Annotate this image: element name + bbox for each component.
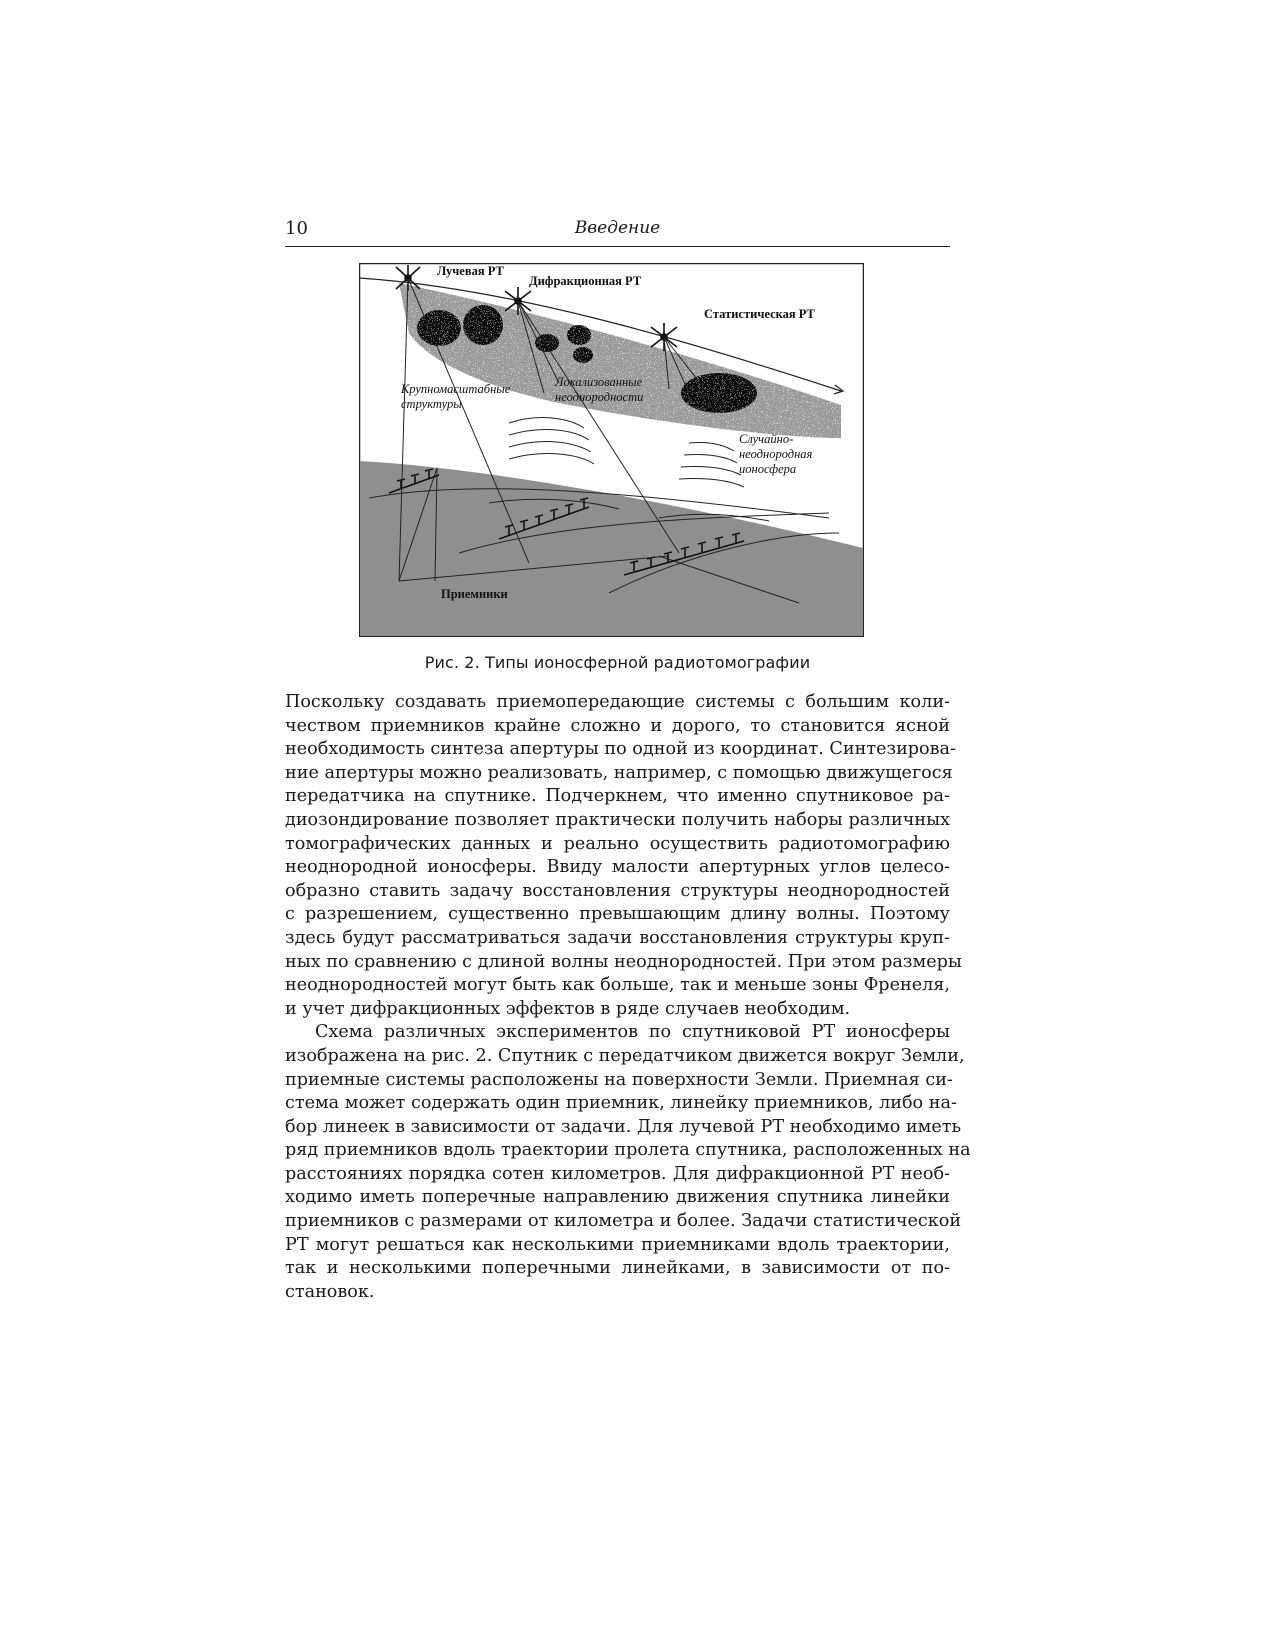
text-line: и учет дифракционных эффектов в ряде случаев необходим. [285, 998, 851, 1019]
label-receivers: Приемники [441, 587, 508, 601]
text-line: ных по сравнению с длиной волны неоднородностей. При этом размеры [285, 951, 962, 972]
paragraph-1 [285, 691, 962, 1021]
text-line: РТ могут решаться как несколькими приемниками вдоль траектории, [285, 1234, 950, 1255]
text-line: приемников с размерами от километра и более. Задачи статистической [285, 1211, 962, 1232]
text-line: передатчика на спутнике. Подчеркнем, что именно спутниковое ра- [285, 786, 950, 807]
text-line: так и несколькими поперечными линейками, в зависимости от по- [285, 1258, 950, 1279]
text-line: ние апертуры можно реализовать, например, с помощью движущегося [285, 762, 953, 783]
text-line: с разрешением, существенно превышающим длину волны. Поэтому [285, 904, 950, 925]
text-line: здесь будут рассматриваться задачи восстановления структуры круп- [285, 927, 950, 948]
ionosphere-tomography-figure [359, 263, 864, 637]
text-line: стема может содержать один приемник, линейку приемников, либо на- [285, 1093, 957, 1114]
text-line: приемные системы расположены на поверхности Земли. Приемная си- [285, 1069, 953, 1090]
running-title: Введение [574, 218, 661, 238]
text-line: расстояниях порядка сотен километров. Для дифракционной РТ необ- [285, 1163, 950, 1184]
page-number: 10 [285, 218, 308, 239]
body-text [285, 691, 971, 1304]
label-large-scale-2: структуры [401, 397, 462, 411]
label-random-2: неоднородная [739, 447, 813, 461]
label-large-scale-1: Крупномасштабные [401, 382, 511, 396]
label-diffraction-rt: Дифракционная РТ [529, 274, 642, 288]
text-line: неоднородной ионосферы. Ввиду малости апертурных углов целесо- [285, 857, 950, 878]
text-line: Схема различных экспериментов по спутниковой РТ ионосферы [315, 1022, 950, 1043]
text-line: ходимо иметь поперечные направлению движения спутника линейки [285, 1187, 950, 1208]
text-line: Поскольку создавать приемопередающие системы с большим коли- [285, 692, 950, 712]
label-localized-2: неоднородности [555, 390, 644, 404]
text-line: необходимость синтеза апертуры по одной из координат. Синтезирова- [285, 739, 956, 760]
figure-caption: Рис. 2. Типы ионосферной радиотомографии [424, 653, 811, 672]
label-statistical-rt: Статистическая РТ [704, 307, 815, 321]
text-line: чеством приемников крайне сложно и дорого, то становится ясной [285, 715, 950, 736]
text-line: образно ставить задачу восстановления структуры неоднородностей [285, 880, 950, 901]
label-random-3: ионосфера [739, 462, 797, 476]
text-line: неоднородностей могут быть как больше, так и меньше зоны Френеля, [285, 975, 950, 996]
text-line: диозондирование позволяет практически получить наборы различных [285, 809, 950, 830]
paragraph-2 [285, 1021, 971, 1304]
text-line: ряд приемников вдоль траектории пролета спутника, расположенных на [285, 1140, 971, 1161]
page-header [285, 216, 950, 247]
text-line: изображена на рис. 2. Спутник с передатчиком движется вокруг Земли, [285, 1045, 965, 1066]
text-line: бор линеек в зависимости от задачи. Для лучевой РТ необходимо иметь [285, 1116, 962, 1137]
figure-drawing [359, 263, 864, 637]
text-line: становок. [285, 1281, 375, 1302]
text-line: томографических данных и реально осуществить радиотомографию [285, 833, 950, 854]
label-ray-rt: Лучевая РТ [437, 264, 504, 278]
label-random-1: Случайно- [739, 432, 794, 446]
label-localized-1: Локализованные [555, 375, 643, 389]
